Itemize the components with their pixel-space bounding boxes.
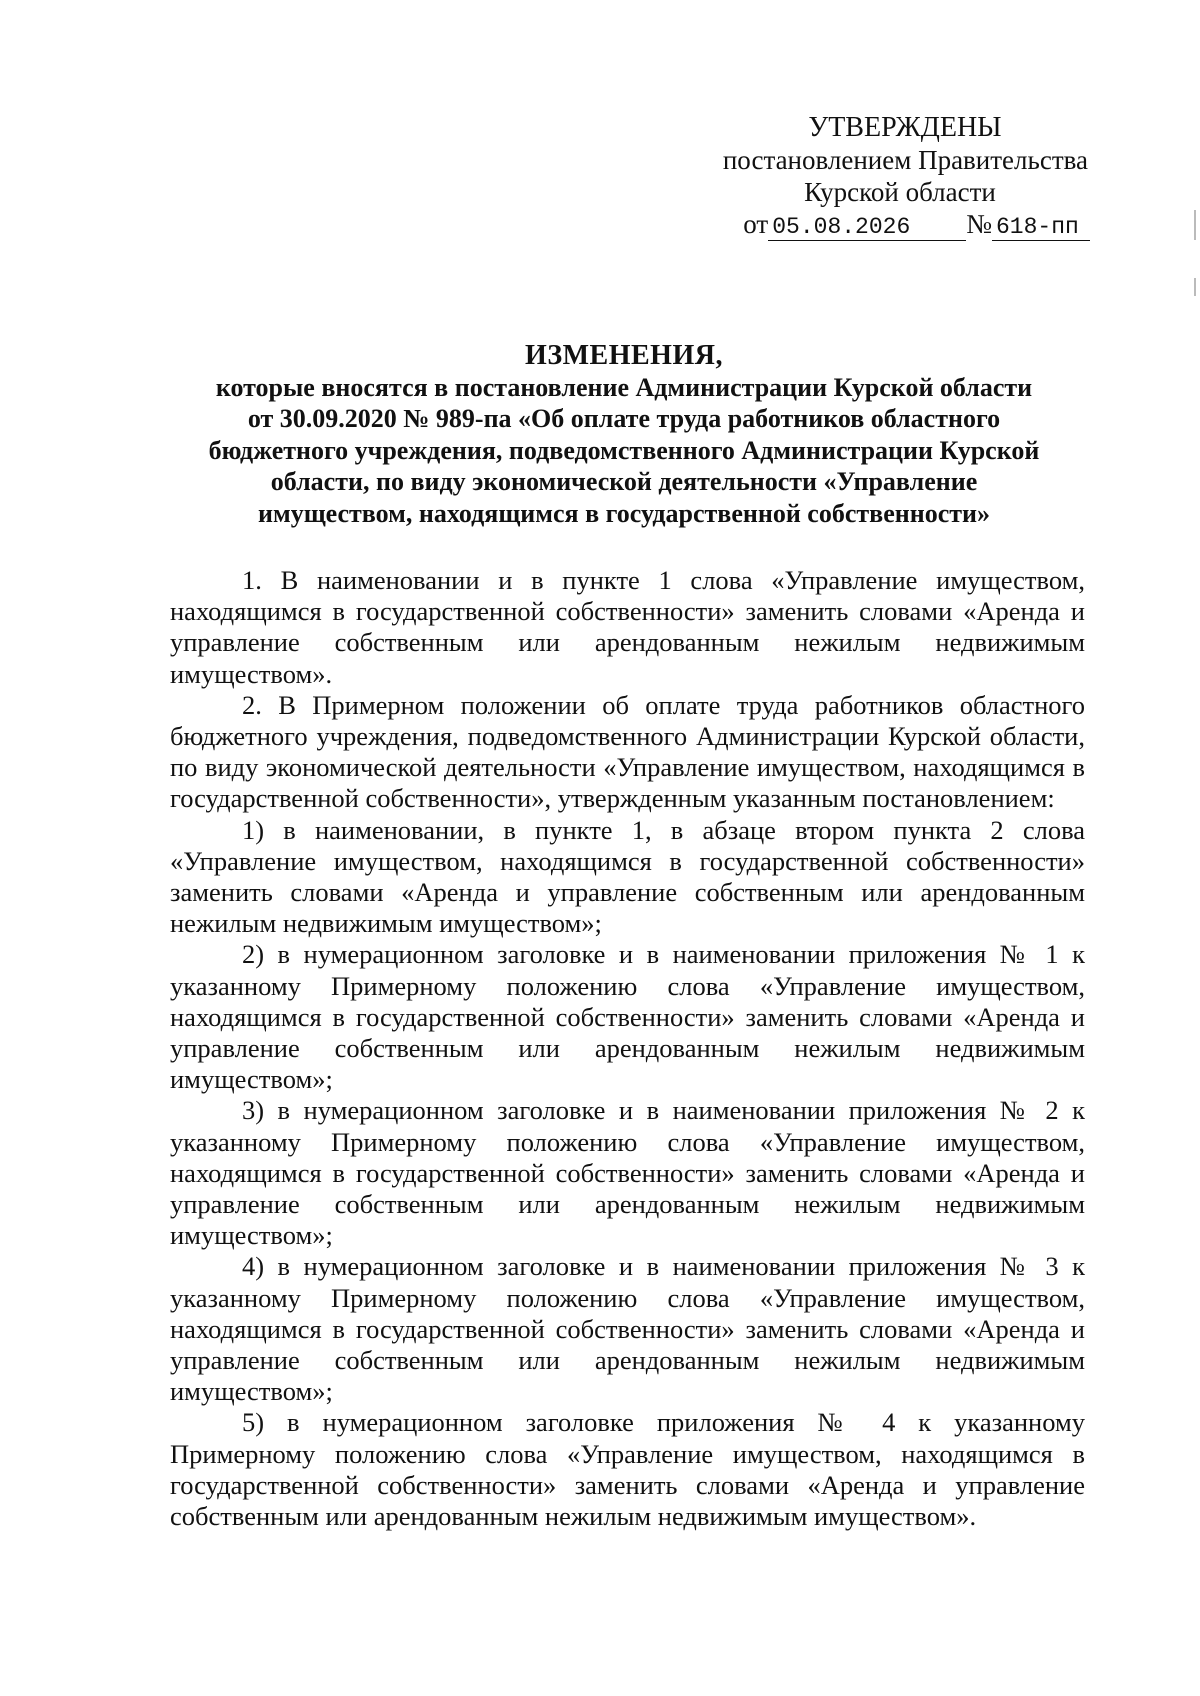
scan-edge-mark [1194,210,1196,240]
document-title [160,340,1088,529]
from-label: от [743,209,769,239]
document-body [170,565,1085,1532]
approved-label: УТВЕРЖДЕНЫ [808,112,1002,143]
title-line: области, по виду экономической деятельности «Управление [270,467,978,496]
title-line: от 30.09.2020 № 989-па «Об оплате труда работников областного [247,404,1001,433]
decree-date-number [690,208,1090,241]
title-line: бюджетного учреждения, подведомственного Администрации Курской [208,435,1040,465]
title-heading: ИЗМЕНЕНИЯ, [525,340,723,371]
scan-edge-mark [1194,278,1196,296]
number-label: № [966,209,992,239]
title-line: имуществом, находящимся в государственной собственности» [258,498,990,528]
paragraph: 2) в нумерационном заголовке и в наименовании приложения № 1 к указанному Примерному положению слова «Управление имуществом, находящимся в государственной собственности» заменить словами «Аренда и управление собственным или арендованным нежилым недвижимым имуществом»; [170,939,1085,1095]
region-label: Курской области [804,177,996,207]
decree-date: 05.08.2026 [768,214,966,241]
paragraph: 3) в нумерационном заголовке и в наименовании приложения № 2 к указанному Примерному положению слова «Управление имуществом, находящимся в государственной собственности» заменить словами «Аренда и управление собственным или арендованным нежилым недвижимым имуществом»; [170,1095,1085,1251]
approval-stamp [690,112,1090,241]
decree-label: постановлением Правительства [722,145,1088,175]
paragraph: 5) в нумерационном заголовке приложения № 4 к указанному Примерному положению слова «Управление имуществом, находящимся в государственной собственности» заменить словами «Аренда и управление собственным или арендованным нежилым недвижимым имуществом». [170,1407,1085,1532]
paragraph: 4) в нумерационном заголовке и в наименовании приложения № 3 к указанному Примерному положению слова «Управление имуществом, находящимся в государственной собственности» заменить словами «Аренда и управление собственным или арендованным нежилым недвижимым имуществом»; [170,1251,1085,1407]
paragraph: 2. В Примерном положении об оплате труда работников областного бюджетного учреждения, подведомственного Администрации Курской области, по виду экономической деятельности «Управление имуществом, находящимся в государственной собственности», утвержденным указанным постановлением: [170,689,1085,814]
decree-number: 618-пп [992,214,1090,241]
title-line: которые вносятся в постановление Администрации Курской области [215,372,1033,402]
paragraph: 1) в наименовании, в пункте 1, в абзаце втором пункта 2 слова «Управление имуществом, находящимся в государственной собственности» заменить словами «Аренда и управление собственным или арендованным нежилым недвижимым имуществом»; [170,814,1085,939]
paragraph: 1. В наименовании и в пункте 1 слова «Управление имуществом, находящимся в государственной собственности» заменить словами «Аренда и управление собственным или арендованным нежилым недвижимым имуществом». [170,565,1085,689]
